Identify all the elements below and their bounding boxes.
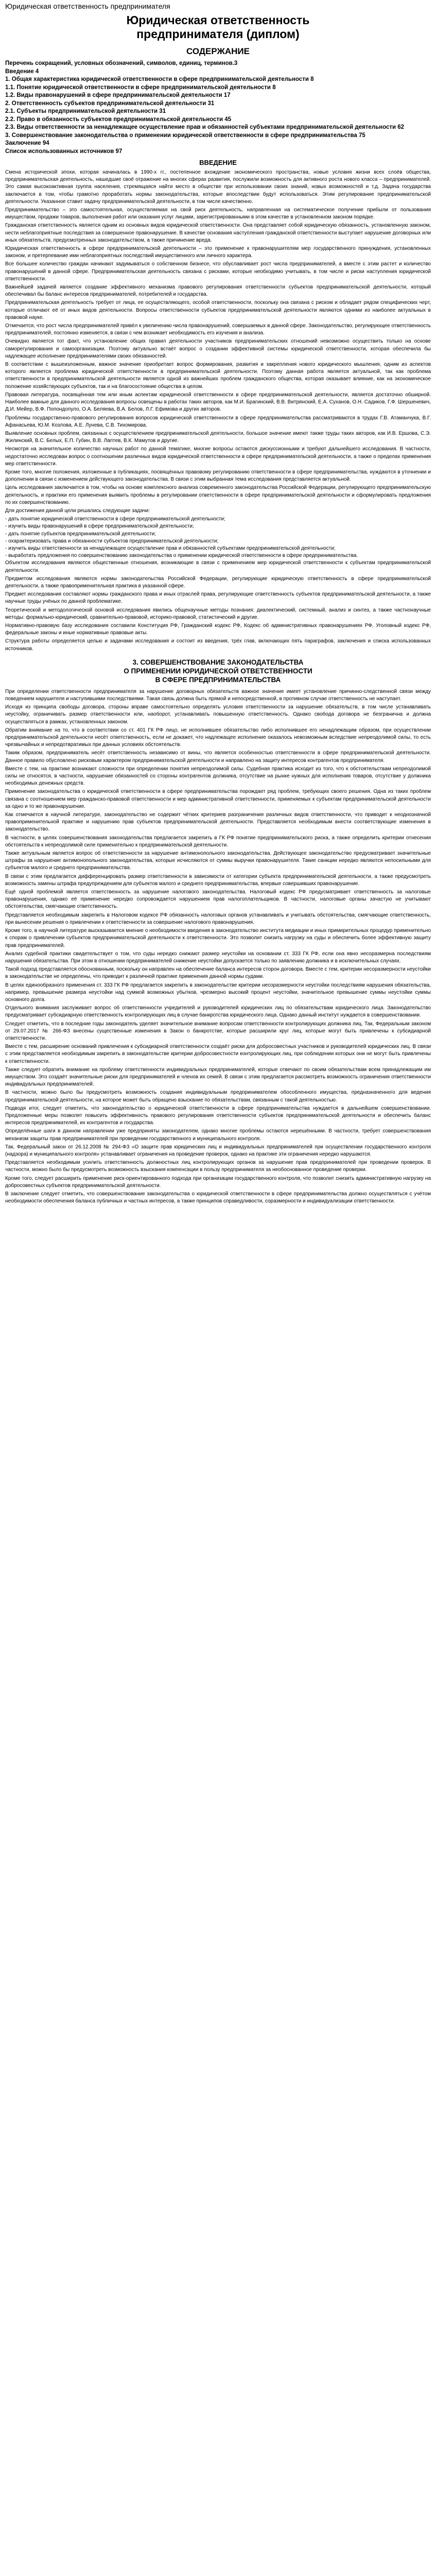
task-item: - изучить виды правонарушений в сфере предпринимательской деятельности; (5, 523, 194, 530)
paragraph: При определении ответственности предпринимателя за нарушение договорных обязательств важное значение имеет установление причинно-следственной связи между поведением нарушителя и наступившими последствиями. Такая связь должна быть прямой и непосредственной, в противном случае ответственность не наступает. (5, 688, 431, 702)
document-title (5, 13, 431, 41)
paragraph: Цель исследования заключается в том, чтобы на основе комплексного анализа современного законодательства Российской Федерации, регулирующего предпринимательскую деятельность, и практики его применения выявить проблемы в регулировании ответственности в сфере предпринимательской деятельности и сформулировать предложения по их совершенствованию. (5, 485, 431, 505)
page (0, 0, 436, 1211)
toc-entry: 1.2. Виды правонарушений в сфере предпринимательской деятельности 17 (5, 92, 231, 98)
paragraph: Вместе с тем, расширение оснований привлечения к субсидиарной ответственности создаёт риски для добросовестных участников и руководителей юридических лиц. В связи с этим представляется необходимым закрепить в законодательстве критерии добросовестности контролирующих лиц, при соблюдении которых они не могут быть привлечены к ответственности. (5, 1044, 431, 1064)
paragraph: Гражданская ответственность является одним из основных видов юридической ответственности. Она представляет собой юридическую обязанность, установленную законом, нести неблагоприятные последствия за совершенное правонарушение. В качестве основания наступления гражданской ответственности выступает нарушение договорных или иных обязательств, предусмотренных законодательством, а также причинение вреда. (5, 223, 431, 243)
chapter-3-heading-line-1: 3. СОВЕРШЕНСТВОВАНИЕ ЗАКОНОДАТЕЛЬСТВА (132, 658, 304, 666)
toc-entry: Введение 4 (5, 68, 39, 75)
paragraph: Представляется необходимым закрепить в Налоговом кодексе РФ обязанность налоговых органов устанавливать и учитывать обстоятельства, смягчающие ответственность, при вынесении решения о привлечении к ответственности за совершение налогового правонарушения. (5, 912, 431, 925)
paragraph: Кроме того, в научной литературе высказывается мнение о необходимости введения в законодательство института медиации и иных примирительных процедур применительно к спорам о привлечении субъектов предпринимательской деятельности к ответственности. Это позволит снизить нагрузку на суды и обеспечить более эффективную защиту прав предпринимателей. (5, 928, 431, 948)
toc-entry: Список использованных источников 97 (5, 148, 123, 155)
document-title-line-1: Юридическая ответственность (126, 13, 310, 27)
paragraph: Предпринимательство – это самостоятельная, осуществляемая на свой риск деятельность, направленная на систематическое получение прибыли от пользования имуществом, продажи товаров, выполнения работ или оказания услуг лицами, зарегистрированными в этом качестве в установленном законом порядке. (5, 207, 431, 221)
chapter-3-heading-line-2: О ПРИМЕНЕНИИ ЮРИДИЧЕСКОЙ ОТВЕТСТВЕННОСТИ (124, 667, 312, 675)
paragraph: Как отмечается в научной литературе, законодательство не содержит чётких критериев разграничения различных видов ответственности, что приводит к неоднозначной правоприменительной практике и нарушению прав субъектов предпринимательской деятельности. Представляется необходимым внести соответствующие изменения в законодательство. (5, 812, 431, 833)
paragraph: Обратим внимание на то, что в соответствии со ст. 401 ГК РФ лицо, не исполнившее обязательство либо исполнившее его ненадлежащим образом, при осуществлении предпринимательской деятельности несёт ответственность, если не докажет, что надлежащее исполнение оказалось невозможным вследствие непреодолимой силы, то есть чрезвычайных и непредотвратимых при данных условиях обстоятельств. (5, 727, 431, 748)
toc-entry: 2. Ответственность субъектов предпринимательской деятельности 31 (5, 100, 215, 107)
toc-entry: Заключение 94 (5, 140, 49, 146)
paragraph: Правовая литература, посвящённая тем или иным аспектам юридической ответственности в сфере предпринимательской деятельности, является достаточно обширной. Наиболее важные для данного исследования вопросы освещены в работах таких авторов, как М.И. Брагинский, В.В. Витрянский, Е.А. Суханов, О.Н. Садиков, Г.Ф. Шершеневич, Д.И. Мейер, В.Ф. Попондопуло, О.А. Беляева, В.А. Белов, Л.Г. Ефимова и других авторов. (5, 392, 431, 413)
toc-entry: 1.1. Понятие юридической ответственности в сфере предпринимательской деятельности 8 (5, 84, 276, 91)
paragraph: Предпринимательская деятельность требует от лица, ее осуществляющего, особой ответственности, поскольку она связана с риском и обладает рядом специфических черт, которые отличают её от иных видов деятельности. Вопросы ответственности субъектов предпринимательской деятельности являются одними из наиболее актуальных в правовой науке. (5, 300, 431, 320)
paragraph: Структура работы определяется целью и задачами исследования и состоит из введения, трёх глав, включающих пять параграфов, заключения и списка использованных источников. (5, 638, 431, 652)
paragraph: Также актуальным является вопрос об ответственности за нарушение антимонопольного законодательства. Действующее законодательство предусматривает значительные штрафы за нарушение антимонопольного законодательства, которые исчисляются от суммы выручки правонарушителя. Такие санкции нередко являются непосильными для субъектов малого и среднего предпринимательства. (5, 851, 431, 871)
intro-heading: ВВЕДЕНИЕ (199, 159, 237, 166)
paragraph: В заключение следует отметить, что совершенствование законодательства о юридической ответственности в сфере предпринимательства должно осуществляться с учётом необходимости обеспечения баланса публичных и частных интересов, а также принципов справедливости, соразмерности и индивидуализации ответственности. (5, 1191, 431, 1205)
task-item: - дать понятие субъектов предпринимательской деятельности; (5, 531, 156, 537)
paragraph: В связи с этим предлагается дифференцировать размер ответственности в зависимости от категории субъекта предпринимательской деятельности, а также предусмотреть возможность замены штрафа предупреждением для субъектов малого и среднего предпринимательства, впервые совершивших правонарушение. (5, 873, 431, 887)
paragraph: Отмечается, что рост числа предпринимателей привёл к увеличению числа правонарушений, совершаемых в данной сфере. Законодательство, регулирующее ответственность предпринимателей, постоянно изменяется, в связи с чем возникает необходимость его изучения и анализа. (5, 323, 431, 336)
paragraph: Нормативно-правовую базу исследования составили Конституция РФ, Гражданский кодекс РФ, Кодекс об административных правонарушениях РФ, Уголовный кодекс РФ, федеральные законы и иные нормативные правовые акты. (5, 622, 431, 636)
paragraph: В частности, можно было бы предусмотреть возможность создания индивидуальным предпринимателем обособленного имущества, предназначенного для ведения предпринимательской деятельности, на которое может быть обращено взыскание по обязательствам, связанным с такой деятельностью. (5, 1090, 431, 1103)
paragraph: Кроме того, многие положения, изложенные в публикациях, посвящённых правовому регулированию ответственности в сфере предпринимательства, нуждаются в уточнении и дополнении в связи с изменением действующего законодательства. В связи с этим выбранная тема исследования представляется актуальной. (5, 469, 431, 483)
tasks-list (5, 516, 431, 560)
task-item: - выработать предложения по совершенствованию законодательства о применении юридической ответственности в сфере предпринимательства. (5, 553, 358, 559)
toc-entry: Перечень сокращений, условных обозначений, символов, единиц, терминов.3 (5, 60, 238, 66)
paragraph: Теоретической и методологической основой исследования явились общенаучные методы познания: диалектический, системный, анализ и синтез, а также частнонаучные методы: формально-юридический, сравнительно-правовой, историко-правовой, статистический и другие. (5, 607, 431, 620)
paragraph: В целях единообразного применения ст. 333 ГК РФ предлагается закрепить в законодательстве критерии несоразмерности неустойки последствиям нарушения обязательства, например, превышение размера неустойки над суммой возможных убытков, чрезмерно высокий процент неустойки, значительное превышение суммы неустойки суммы основного долга. (5, 982, 431, 1003)
paragraph: Представляется необходимым усилить ответственность должностных лиц контролирующих органов за нарушение прав предпринимателей при проведении проверок. В частности, можно было бы предусмотреть возможность взыскания компенсации в пользу предпринимателя за необоснованное проведение проверки. (5, 1160, 431, 1173)
paragraph: Для достижения данной цели решались следующие задачи: (5, 507, 150, 514)
paragraph: Такой подход представляется обоснованным, поскольку он направлен на обеспечение баланса интересов сторон договора. Вместе с тем, критерии несоразмерности неустойки в законодательстве не определены, что приводит к различной практике применения данной нормы судами. (5, 967, 431, 980)
paragraph: Очевидно является тот факт, что установление общих правил деятельности участников предпринимательских отношений невозможно осуществить только на основе саморегулирования и самоорганизации. Поэтому актуально встаёт вопрос о создании эффективной системы юридической ответственности, которая обеспечила бы надлежащее исполнение предпринимателями своих обязанностей. (5, 338, 431, 359)
paragraph: Следует отметить, что в последние годы законодатель уделяет значительное внимание вопросам ответственности контролирующих должника лиц. Так, Федеральным законом от 29.07.2017 № 266-ФЗ внесены существенные изменения в Закон о банкротстве, которые расширили круг лиц, которые могут быть привлечены к субсидиарной ответственности. (5, 1021, 431, 1041)
paragraph: Так, Федеральный закон от 26.12.2008 № 294-ФЗ «О защите прав юридических лиц и индивидуальных предпринимателей при осуществлении государственного контроля (надзора) и муниципального контроля» устанавливает ограничения на проведение проверок, однако на практике эти ограничения нередко нарушаются. (5, 1144, 431, 1157)
chapter-3-heading-line-3: В СФЕРЕ ПРЕДПРИНИМАТЕЛЬСТВА (155, 675, 281, 684)
paragraph: Важнейшей задачей является создание эффективного механизма правового регулирования ответственности субъектов предпринимательской деятельности, который обеспечивал бы баланс интересов предпринимателей, потребителей и государства. (5, 284, 431, 298)
paragraph: В соответствии с вышеизложенным, важное значение приобретает вопрос формирования, развития и закрепления нового юридического мышления, одним из аспектов которого является проблема юридической ответственности в предпринимательской деятельности. Поэтому данная работа является актуальной, так как проблема ответственности в предпринимательской деятельности является одной из важнейших проблем гражданского общества, которая оказывает влияние, как на экономическое положение хозяйствующих субъектов, так и на благосостояние общества в целом. (5, 362, 431, 389)
paragraph: Выявление основных проблем, связанных с осуществлением предпринимательской деятельности, большое значение имеют также труды таких авторов, как И.В. Ершова, С.Э. Жилинский, В.С. Белых, Е.П. Губин, В.В. Лаптев, В.К. Мамутов и другие. (5, 430, 431, 444)
toc-heading: СОДЕРЖАНИЕ (186, 46, 250, 56)
paragraph: Таким образом, предприниматель несёт ответственность независимо от вины, что является особенностью ответственности в сфере предпринимательской деятельности. Данное правило обусловлено рисковым характером предпринимательской деятельности и направлено на защиту интересов контрагентов предпринимателя. (5, 750, 431, 764)
paragraph: Несмотря на значительное количество научных работ по данной тематике, многие вопросы остаются дискуссионными и требуют дальнейшего исследования. В частности, недостаточно исследован вопрос о соотношении различных видов юридической ответственности в сфере предпринимательской деятельности, а также о пределах применения мер ответственности. (5, 446, 431, 467)
toc-entry: 2.1. Субъекты предпринимательской деятельности 31 (5, 108, 166, 114)
paragraph: Применение законодательства о юридической ответственности в сфере предпринимательства порождает ряд проблем, требующих своего решения. Одна из таких проблем связана с соотношением мер гражданско-правовой ответственности и мер административной ответственности, применяемых к субъектам предпринимательской деятельности за одно и то же правонарушение. (5, 789, 431, 809)
intro-body (5, 169, 431, 515)
site-title: Юридическая ответственность предпринимателя (5, 2, 170, 10)
task-item: - дать понятие юридической ответственности в сфере предпринимательской деятельности; (5, 516, 225, 522)
toc-entry: 3. Совершенствование законодательства о применении юридической ответственности в сфере предпринимательства 75 (5, 132, 365, 139)
paragraph: В частности, в целях совершенствования законодательства предлагается закрепить в ГК РФ понятие предпринимательского риска, а также определить критерии отнесения обстоятельств к непреодолимой силе применительно к предпринимательской деятельности. (5, 835, 431, 848)
paragraph: Анализ судебной практики свидетельствует о том, что суды нередко снижают размер неустойки на основании ст. 333 ГК РФ, если она явно несоразмерна последствиям нарушения обязательства. При этом в отношении предпринимателей снижение неустойки допускается только по заявлению должника и в исключительных случаях. (5, 951, 431, 964)
paragraph: Объектом исследования являются общественные отношения, возникающие в связи с применением мер юридической ответственности к субъектам предпринимательской деятельности. (5, 560, 431, 573)
chapter-3-heading (5, 658, 431, 684)
paragraph: Вместе с тем, на практике возникают сложности при определении понятия непреодолимой силы. Судебная практика исходит из того, что к обстоятельствам непреодолимой силы не относятся, в частности, нарушение обязанностей со стороны контрагентов должника, отсутствие на рынке нужных для исполнения товаров, отсутствие у должника необходимых денежных средств. (5, 766, 431, 787)
toc-entry: 2.3. Виды ответственности за ненадлежащее осуществление прав и обязанностей субъектами предпринимательской деятельности 62 (5, 124, 405, 130)
document-title-line-2: предпринимателя (диплом) (136, 27, 300, 41)
toc-entry: 2.2. Право в обязанность субъектов предпринимательской деятельности 45 (5, 116, 232, 123)
paragraph: Все большее количество граждан начинают задумываться о собственном бизнесе, что обуславливает рост числа предпринимателей, а вместе с этим растет и количество правонарушений в данной сфере. Предпринимательская деятельность связана с рисками, которые необходимо учитывать, в том числе и риски наступления юридической ответственности. (5, 261, 431, 282)
paragraph: Ещё одной проблемой является ответственность за нарушение налогового законодательства. Налоговый кодекс РФ предусматривает ответственность за налоговые правонарушения, однако её применение нередко сопровождается нарушением прав налогоплательщиков. В частности, налоговые органы зачастую не учитывают обстоятельства, смягчающие ответственность. (5, 889, 431, 910)
chapter-3-body (5, 688, 431, 1206)
paragraph: Исходя из принципа свободы договора, стороны вправе самостоятельно определять условия ответственности за нарушение обязательств, в том числе устанавливать неустойку, ограничивать размер ответственности или, наоборот, устанавливать повышенную ответственность. Однако свобода договора не безгранична и должна осуществляться в рамках, установленных законом. (5, 704, 431, 725)
toc-entry: 1. Общая характеристика юридической ответственности в сфере предпринимательской деятельности 8 (5, 76, 314, 82)
task-item: - изучить виды ответственности за ненадлежащее осуществление прав и обязанностей субъектами предпринимательской деятельности; (5, 545, 336, 551)
paragraph: Также следует обратить внимание на проблему ответственности индивидуальных предпринимателей, которые отвечают по своим обязательствам всем принадлежащим им имуществом. Это создаёт значительные риски для предпринимателей и членов их семей. В связи с этим предлагается рассмотреть возможность ограничения ответственности индивидуальных предпринимателей. (5, 1066, 431, 1088)
table-of-contents (5, 60, 431, 156)
paragraph: Отдельного внимания заслуживает вопрос об ответственности учредителей и руководителей юридических лиц по обязательствам юридического лица. Законодательство предусматривает субсидиарную ответственность контролирующих лиц в случае банкротства юридического лица. Однако данный институт нуждается в совершенствовании. (5, 1005, 431, 1019)
paragraph: Кроме того, следует расширить применение риск-ориентированного подхода при организации государственного контроля, что позволит снизить административную нагрузку на добросовестных субъектов предпринимательской деятельности. (5, 1175, 431, 1189)
paragraph: Юридическая ответственность в сфере предпринимательской деятельности – это применение к правонарушителям мер государственного принуждения, установленных законом, и претерпевание ими неблагоприятных последствий имущественного или личного характера. (5, 246, 431, 259)
paragraph: Смена исторической эпохи, которая начиналась в 1990-х гг., постепенное вхождение экономического пространства, новые условия жизни всех слоёв общества, предпринимательская деятельность, нашедшие своё отражение на многих сферах развития, послужили возможность для активного роста нового класса – предпринимателей. Это самая высокоактивная группа населения, стремящаяся найти место в обществе при использовании своих знаний, новых возможностей и т.д. Задача государства заключается в том, чтобы грамотно проработать нормы законодательства, которые впоследствии будут использоваться. Этим регулирование предпринимательской деятельности. Указанное ставит задачу предпринимательской деятельности, в том числе качественно. (5, 170, 431, 205)
paragraph: Определённые шаги в данном направлении уже предприняты законодателем, однако многие проблемы остаются нерешёнными. В частности, требует совершенствования механизм защиты прав предпринимателей при проведении государственного и муниципального контроля. (5, 1128, 431, 1142)
intro-tail (5, 560, 431, 652)
paragraph: Предметом исследования являются нормы законодательства Российской Федерации, регулирующие юридическую ответственность в сфере предпринимательской деятельности, а также правоприменительная практика в указанной сфере. (5, 575, 431, 589)
paragraph: Предмет исследования составляют нормы гражданского права и иных отраслей права, регулирующие ответственность субъектов предпринимательской деятельности, а также научные труды учёных по данной проблематике. (5, 591, 431, 605)
task-item: - охарактеризовать права и обязанности субъектов предпринимательской деятельности; (5, 538, 219, 544)
paragraph: Подводя итог, следует отметить, что законодательство о юридической ответственности в сфере предпринимательства нуждается в дальнейшем совершенствовании. Предложенные меры позволят повысить эффективность правового регулирования ответственности субъектов предпринимательской деятельности и обеспечить баланс интересов предпринимателей, их контрагентов и государства. (5, 1105, 431, 1126)
paragraph: Проблемы государственно-правового регулирования вопросов юридической ответственности в сфере предпринимательства рассматриваются в трудах Г.В. Атаманчука, В.Г. Афанасьева, Ю.М. Козлова, А.Е. Лунева, С.В. Тихомирова. (5, 415, 431, 428)
